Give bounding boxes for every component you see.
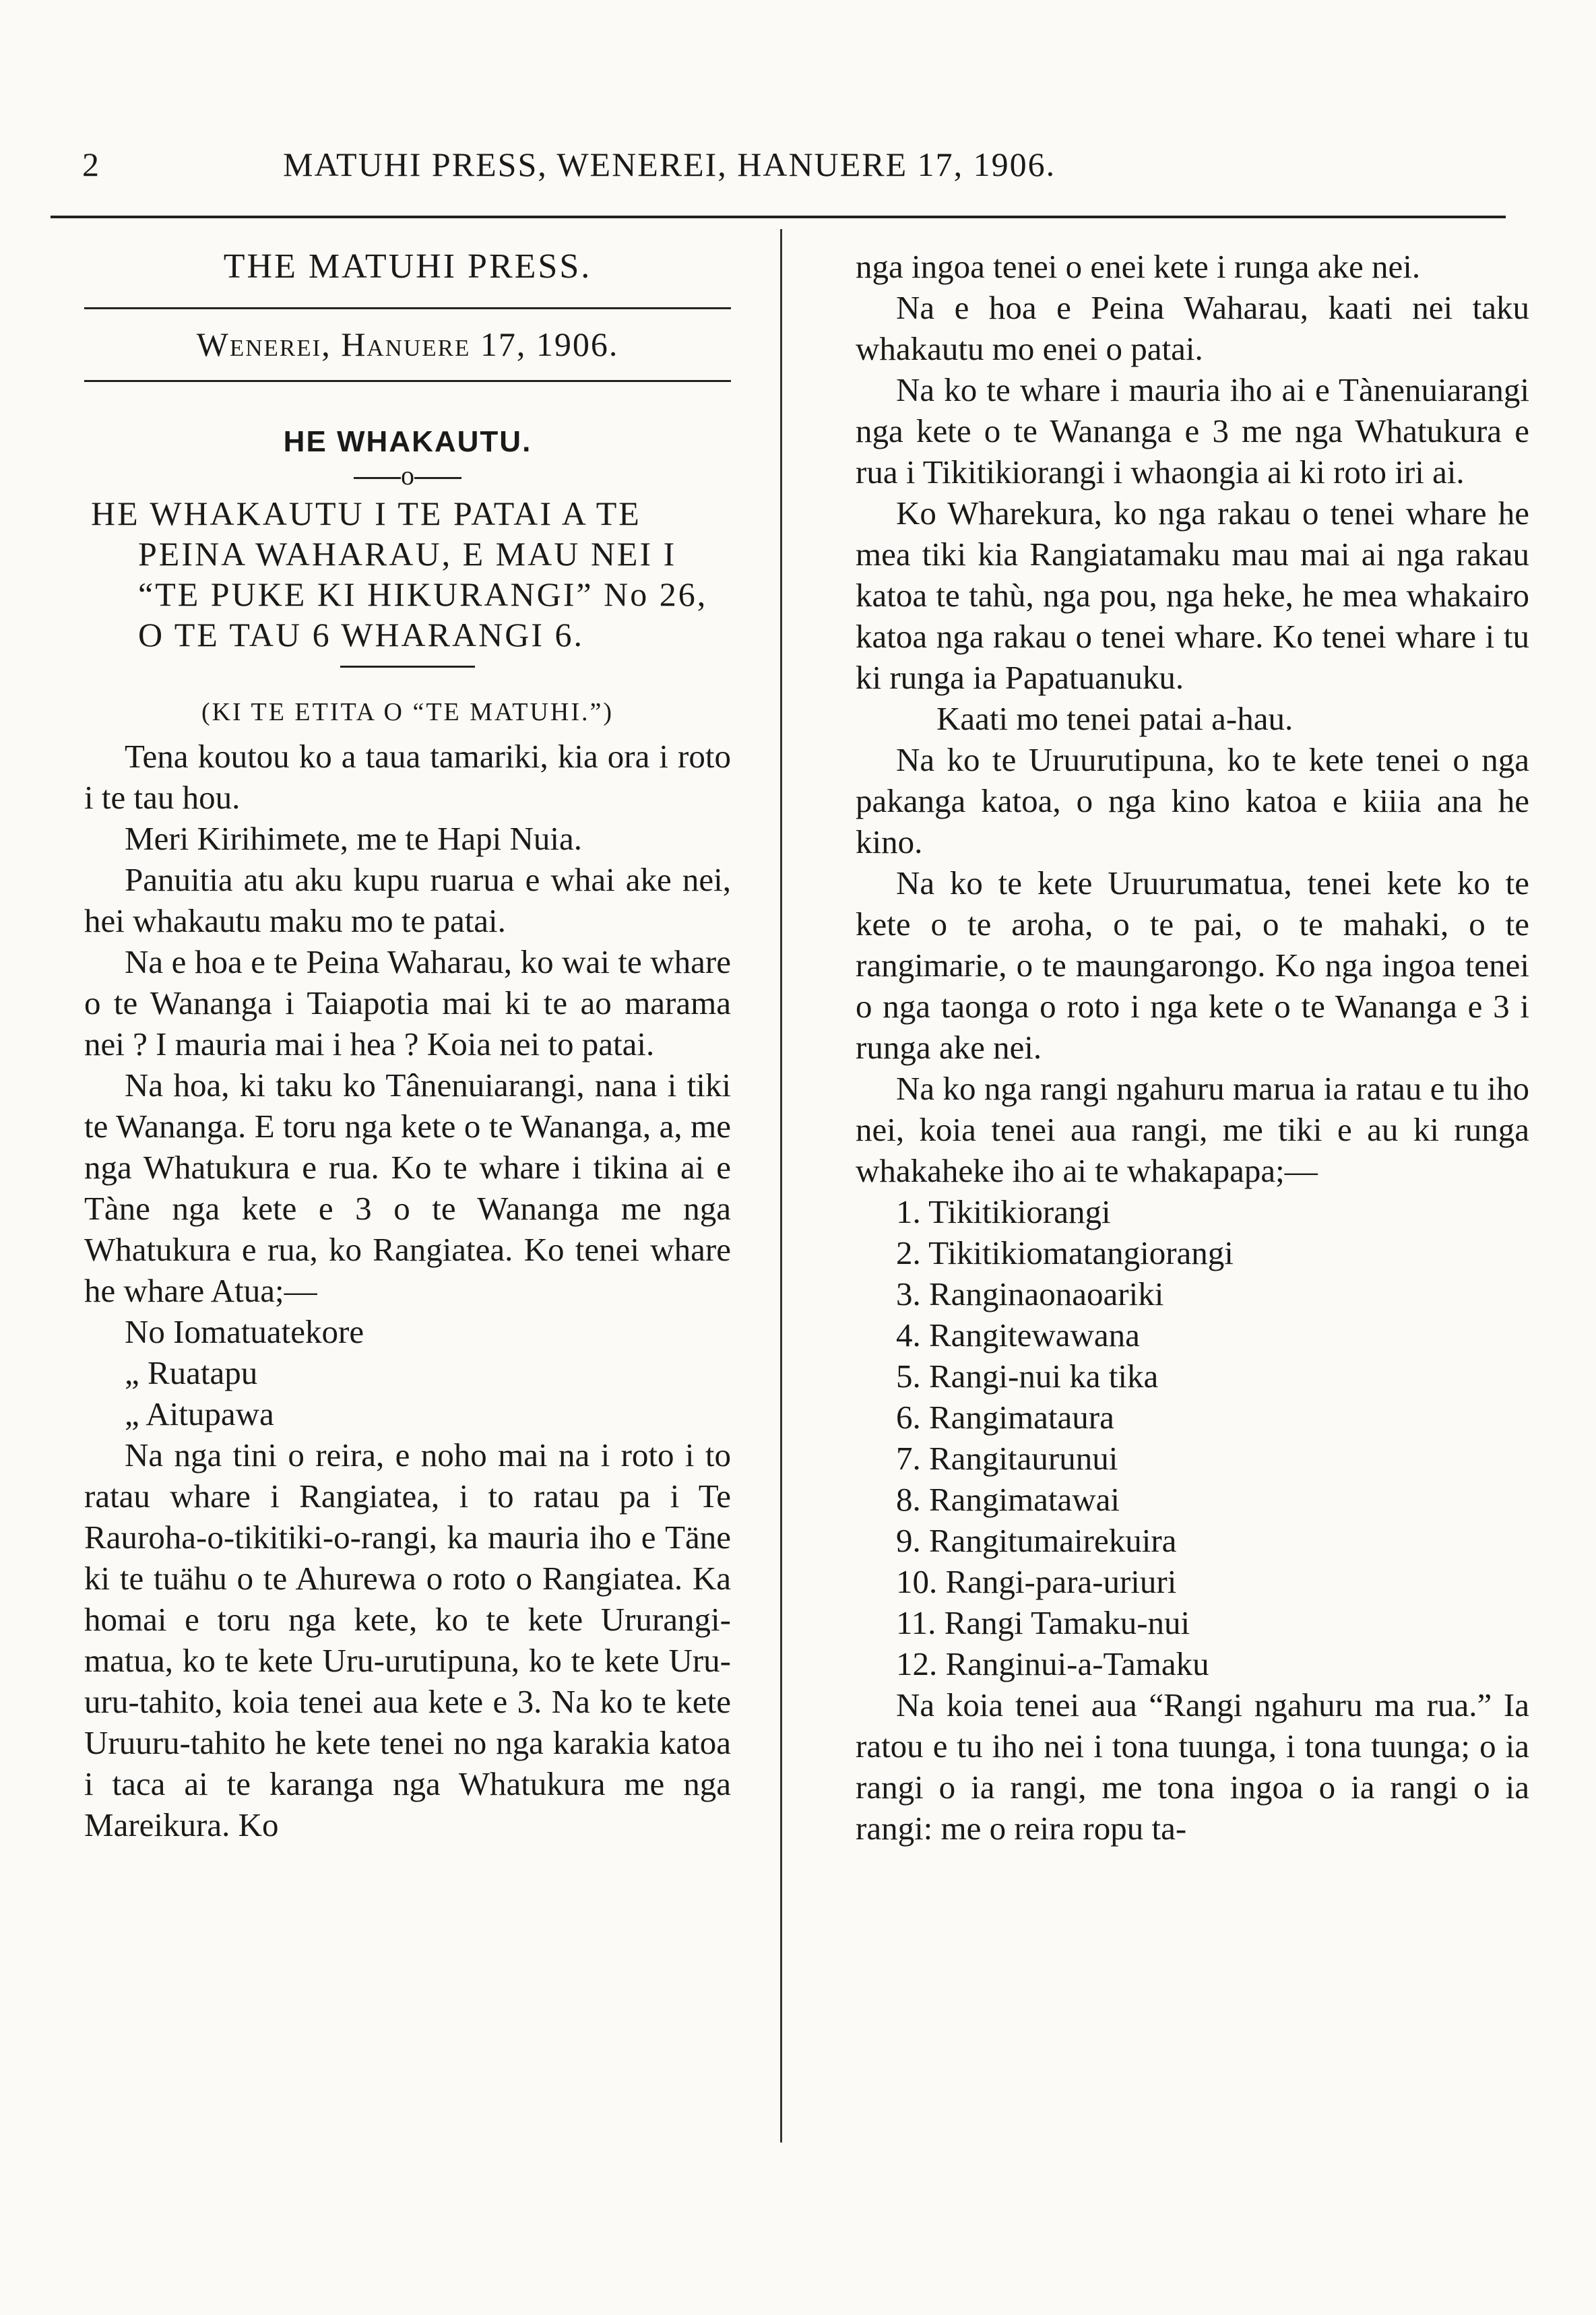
list-item: 3. Ranginaonaoariki [896,1275,1164,1312]
article-headline: HE WHAKAUTU I TE PATAI A TE PEINA WAHARAU, E MAU NEI I “TE PUKE KI HIKURANGI” No 26, O TE TAU 6 WHARANGI 6. [91,495,708,654]
list-item: 5. Rangi-nui ka tika [896,1358,1159,1395]
paragraph: Na e hoa e Peina Waharau, kaati nei taku whakautu mo enei o patai. [856,289,1529,367]
dateline: Wenerei, Hanuere 17, 1906. [196,325,619,363]
paragraph: Na ko te Uruurutipuna, ko te kete tenei o nga pakanga katoa, o nga kino katoa e kiiia ana he kino. [856,741,1529,860]
list-item: 6. Rangimataura [896,1399,1114,1436]
header-rule [51,216,1506,218]
section-title: HE WHAKAUTU. [283,425,532,458]
list-item: „ Ruatapu [125,1354,258,1391]
list-item: 2. Tikitikiomatangiorangi [896,1234,1234,1271]
paragraph: Kaati mo tenei patai a-hau. [936,700,1294,737]
paragraph: Ko Wharekura, ko nga rakau o tenei whare he mea tiki kia Rangiatamaku mau mai ai nga rakau katoa te tahù, nga pou, nga heke, he mea whakairo katoa nga rakau o tenei whare. Ko tenei whare i tu ki runga ia Papatuanuku. [856,495,1529,696]
paragraph: Na ko te whare i mauria iho ai e Tànenuiarangi nga kete o te Wananga e 3 me nga Whatukura e rua i Tikitikiorangi i whaongia ai ki roto iri ai. [856,371,1529,490]
divider-mark: o [401,460,414,490]
paragraph: Na e hoa e te Peina Waharau, ko wai te whare o te Wananga i Taiapotia mai ki te ao marama nei ? I mauria mai i hea ? Koia nei to patai. [84,943,731,1063]
paragraph: Tena koutou ko a taua tamariki, kia ora i roto i te tau hou. [84,738,731,816]
paragraph: Na nga tini o reira, e noho mai na i roto i to ratau whare i Rangiatea, i to ratau pa i Te Rauroha-o-tikitiki-o-rangi, ka mauria iho e Täne ki te tuähu o te Ahurewa o roto o Rangiatea. Ka homai e toru nga kete, ko te kete Ururangi-matua, ko te kete Uru-urutipuna, ko te kete Uru-uru-tahito, koia tenei aua kete e 3. Na ko te kete Uruuru-tahito he kete tenei no nga karakia katoa i taca ai te karanga nga Whatukura me nga Mareikura. Ko [84,1436,731,1843]
list-item: 10. Rangi-para-uriuri [896,1563,1177,1600]
atua-list [84,1311,731,1434]
paragraph: Na ko te kete Uruurumatua, tenei kete ko te kete o te aroha, o te pai, o te mahaki, o te rangimarie, o te maungarongo. Ko nga ingoa tenei o nga taonga o roto i nga kete o te Wananga e 3 i runga ake nei. [856,864,1529,1066]
list-item: 12. Ranginui-a-Tamaku [896,1645,1209,1682]
paragraph: nga ingoa tenei o enei kete i runga ake nei. [856,248,1421,285]
left-column [84,246,731,1845]
list-item: 9. Rangitumairekuira [896,1522,1177,1559]
running-title: MATUHI PRESS, WENEREI, HANUERE 17, 1906. [283,146,1056,183]
paragraph: Na koia tenei aua “Rangi ngahuru ma rua.” Ia ratou e tu iho nei i tona tuunga, i tona tuunga; o ia rangi o ia rangi, me tona ingoa o ia rangi o ia rangi: me o reira ropu ta- [856,1686,1529,1847]
headline-rule [340,666,475,668]
list-item: 8. Rangimatawai [896,1481,1120,1518]
list-item: 1. Tikitikiorangi [896,1193,1111,1230]
list-item: 7. Rangitaurunui [896,1440,1118,1477]
masthead: THE MATUHI PRESS. [223,247,592,286]
list-item: 11. Rangi Tamaku-nui [896,1604,1190,1641]
article-credit: (KI TE ETITA O “TE MATUHI.”) [201,698,614,726]
column-divider [780,229,782,2143]
masthead-rule-top [84,307,731,309]
ornament-divider [84,462,731,489]
right-column [856,246,1529,1849]
paragraph: Meri Kirihimete, me te Hapi Nuia. [125,820,582,857]
masthead-rule-bottom [84,380,731,382]
list-item: No Iomatuatekore [125,1313,364,1350]
paragraph: Na ko nga rangi ngahuru marua ia ratau e tu iho nei, koia tenei aua rangi, me tiki e au ki runga whakaheke iho ai te whakapapa;— [856,1070,1529,1189]
rangi-list [856,1191,1529,1684]
list-item: 4. Rangitewawana [896,1317,1140,1354]
list-item: „ Aitupawa [125,1395,274,1432]
paragraph: Na hoa, ki taku ko Tânenuiarangi, nana i tiki te Wananga. E toru nga kete o te Wananga, a, me nga Whatukura e rua. Ko te whare i tikina ai e Tàne nga kete e 3 o te Wananga me nga Whatukura e rua, ko Rangiatea. Ko tenei whare he whare Atua;— [84,1067,731,1309]
page-number: 2 [82,146,100,183]
paragraph: Panuitia atu aku kupu ruarua e whai ake nei, hei whakautu maku mo te patai. [84,861,731,939]
